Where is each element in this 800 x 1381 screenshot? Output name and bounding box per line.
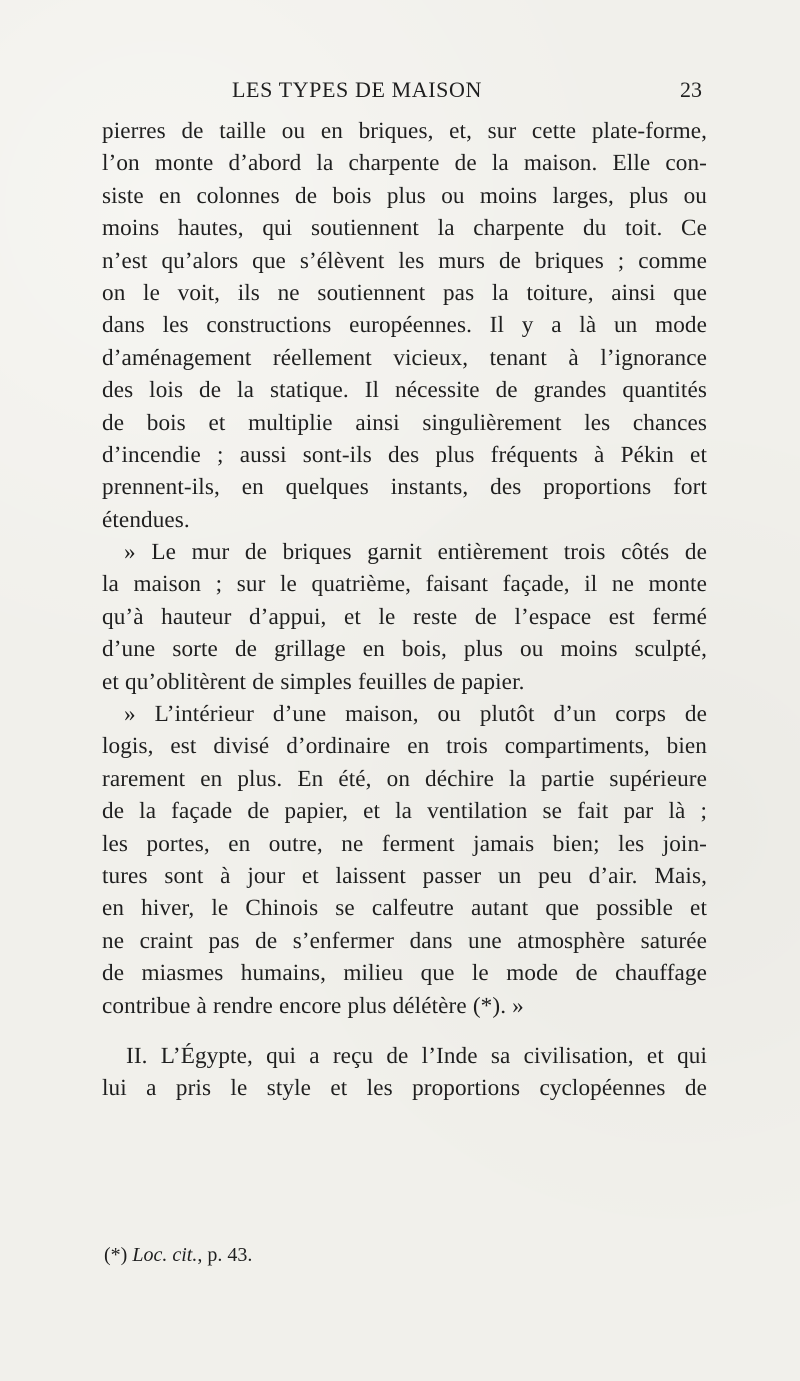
quote-paragraph-line: » L’intérieur d’une maison, ou plutôt d’un corps de [124,701,707,728]
text-line: de miasmes humains, milieu que le mode de chauffage [102,960,707,987]
text-line: qu’à hauteur d’appui, et le reste de l’espace est fermé [102,603,707,630]
page-number: 23 [680,77,702,102]
text-line: la maison ; sur le quatrième, faisant façade, il ne monte [102,571,707,598]
footnote-citation: Loc. cit. [132,1244,198,1266]
text-line: contribue à rendre encore plus délétère (*). » [102,992,524,1019]
text-line: en hiver, le Chinois se calfeutre autant que possible et [102,895,707,922]
running-header-title: LES TYPES DE MAISON [232,77,482,102]
text-line: des lois de la statique. Il nécessite de grandes quantités [102,377,707,404]
text-line: ne craint pas de s’enfermer dans une atmosphère saturée [102,927,707,954]
text-line: de bois et multiplie ainsi singulièrement les chances [102,409,707,436]
text-line: d’aménagement réellement vicieux, tenant à l’ignorance [102,344,707,371]
section-paragraph-line: II. L’Égypte, qui a reçu de l’Inde sa civilisation, et qui [126,1042,707,1069]
text-line: logis, est divisé d’ordinaire en trois compartiments, bien [102,733,707,760]
text-line: moins hautes, qui soutiennent la charpente du toit. Ce [102,215,707,242]
text-line: de la façade de papier, et la ventilation se fait par là ; [102,798,707,825]
text-line: d’incendie ; aussi sont-ils des plus fréquents à Pékin et [102,441,707,468]
text-line: et qu’oblitèrent de simples feuilles de papier. [102,668,525,695]
text-line: dans les constructions européennes. Il y a là un mode [102,312,707,339]
text-line: n’est qu’alors que s’élèvent les murs de briques ; comme [102,247,707,274]
text-line: l’on monte d’abord la charpente de la maison. Elle con- [102,150,707,177]
text-line: lui a pris le style et les proportions cyclopéennes de [102,1075,707,1102]
text-line: étendues. [102,506,190,533]
text-line: rarement en plus. En été, on déchire la partie supérieure [102,765,707,792]
text-line: pierres de taille ou en briques, et, sur cette plate-forme, [102,118,707,144]
text-line: on le voit, ils ne soutiennent pas la toiture, ainsi que [102,279,707,306]
paragraph-gap [102,1022,707,1040]
text-line: prennent-ils, en quelques instants, des proportions fort [102,474,707,501]
text-line: siste en colonnes de bois plus ou moins larges, plus ou [102,182,707,209]
text-line: les portes, en outre, ne ferment jamais bien; les join- [102,830,707,857]
footnote [104,1243,252,1267]
running-header [232,77,702,111]
quote-paragraph-line: » Le mur de briques garnit entièrement trois côtés de [124,539,707,566]
main-text-block [102,115,707,1105]
text-line: d’une sorte de grillage en bois, plus ou moins sculpté, [102,636,707,663]
footnote-marker: (*) [104,1244,128,1266]
footnote-page-reference: , p. 43. [197,1244,253,1266]
text-line: tures sont à jour et laissent passer un peu d’air. Mais, [102,862,707,889]
